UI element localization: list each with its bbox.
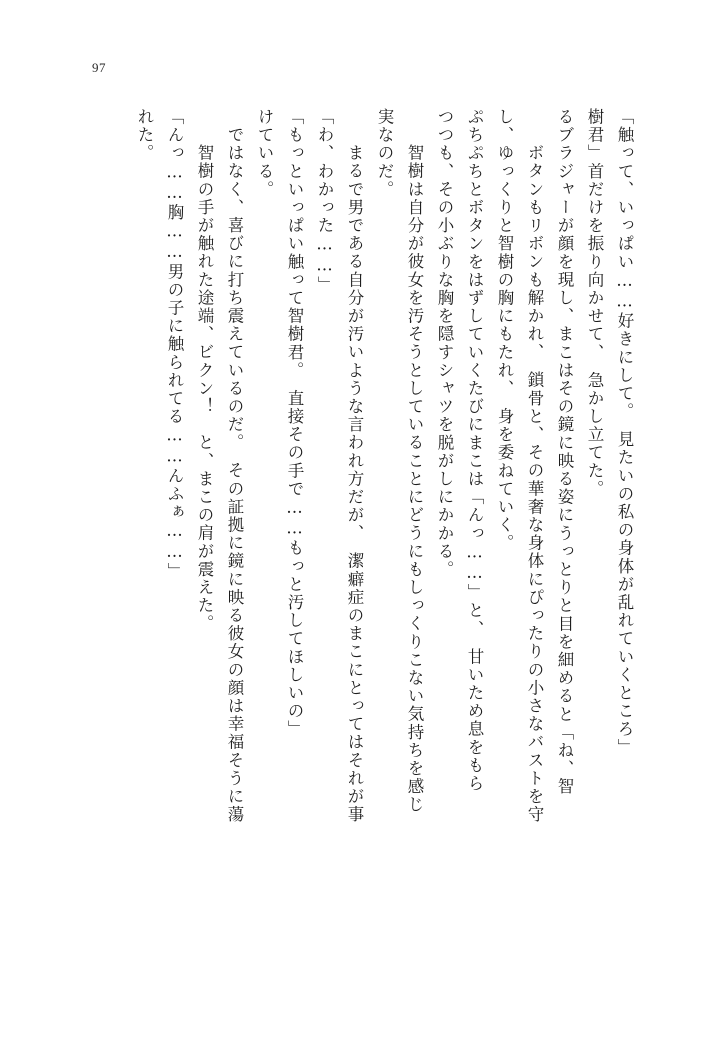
text-column: ぷちぷちとボタンをはずしていくたびにまこは「んっ……」と、 甘いため息をもら	[465, 108, 484, 793]
text-column: ではなく、喜びに打ち震えているのだ。 その証拠に鏡に映る彼女の顔は幸福そうに蕩	[225, 126, 244, 824]
page-number: 97	[92, 60, 106, 75]
text-column: れた。	[135, 108, 154, 163]
text-column: るブラジャーが顔を現し、まこはその鏡に映る姿にうっとりと目を細めると「ね、智	[555, 108, 574, 796]
vertical-body-text	[122, 108, 632, 948]
text-column: 樹君」首だけを振り向かせて、 急かし立てた。	[585, 108, 604, 498]
text-column: 「触って、いっぱい……好きにして。 見たいの私の身体が乱れていくところ」	[615, 108, 634, 757]
text-column: 智樹は自分が彼女を汚そうとしていることにどうにもしっくりこない気持ちを感じ	[405, 126, 424, 814]
text-column: 智樹の手が触れた途端、ビクン！ と、まこの肩が震えた。	[195, 126, 214, 633]
text-column: 「わ、わかった……」	[315, 108, 334, 294]
text-column: し、ゆっくりと智樹の胸にもたれ、 身を委ねていく。	[495, 108, 514, 553]
text-column: 実なのだ。	[375, 108, 394, 199]
text-column: つつも、その小ぶりな胸を隠すシャツを脱がしにかかる。	[435, 108, 454, 579]
text-column: ボタンもリボンも解かれ、 鎖骨と、その華奢な身体にぴったりの小さなバストを守	[525, 126, 544, 824]
text-column: まるで男である自分が汚いような言われ方だが、 潔癖症のまこにとってはそれが事	[345, 126, 364, 824]
text-column: 「もっといっぱい触って智樹君。 直接その手で……もっと汚してほしいの」	[285, 108, 304, 739]
text-column: 「んっ……胸……男の子に触られてる……んふぁ……」	[165, 108, 184, 581]
text-column: けている。	[255, 108, 274, 199]
